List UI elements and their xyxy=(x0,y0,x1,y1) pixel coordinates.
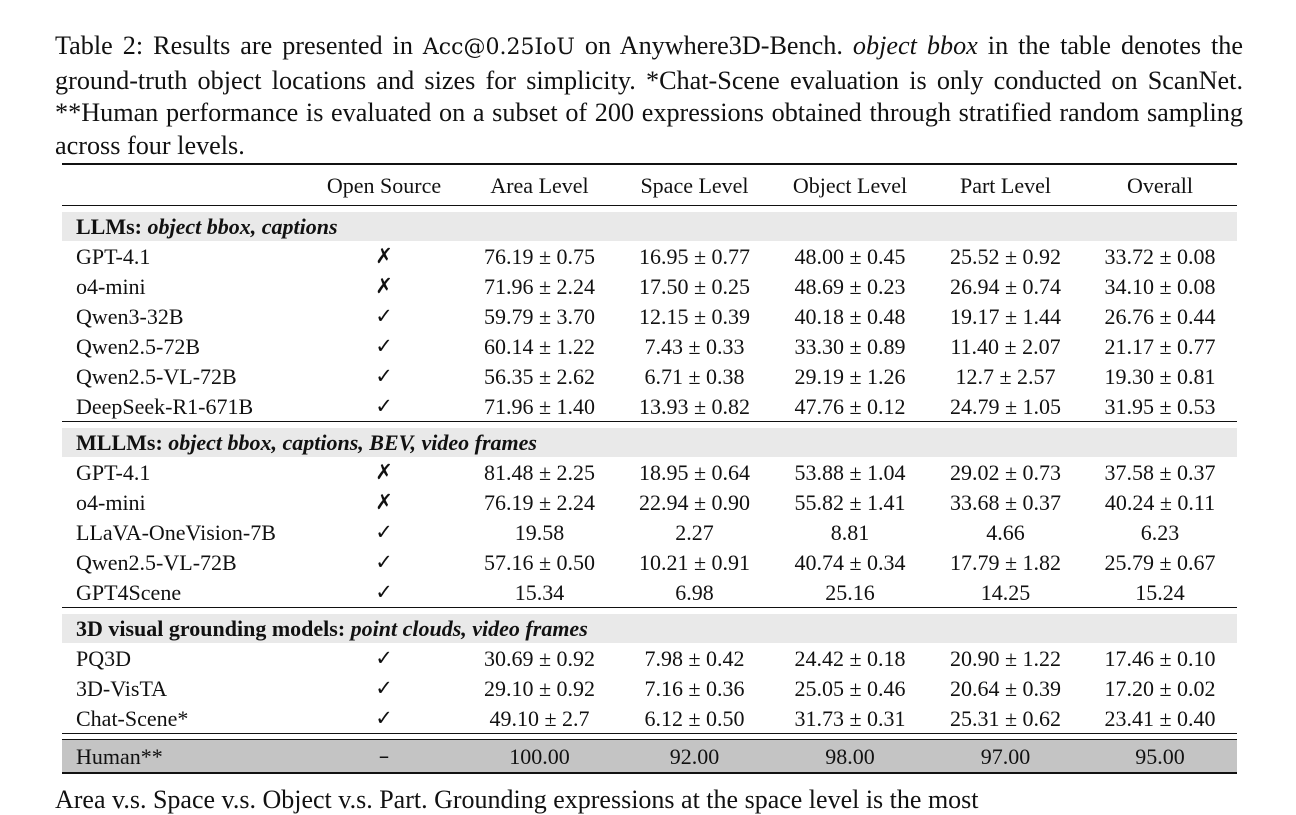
footer-text xyxy=(55,785,1243,815)
footer-line: Area v.s. Space v.s. Object v.s. Part. Grounding expressions at the space level is the most xyxy=(55,785,979,814)
open-source-mark: ✓ xyxy=(375,676,393,700)
open-source-mark: ✓ xyxy=(375,646,393,670)
model-name-cell: Qwen2.5-VL-72B xyxy=(76,363,237,389)
check-icon xyxy=(306,517,462,547)
value-cell: 97.00 xyxy=(928,740,1083,774)
check-icon xyxy=(306,361,462,391)
column-header: Space Level xyxy=(640,172,749,198)
value-cell: 92.00 xyxy=(617,740,772,774)
value-cell: 19.17 ± 1.44 xyxy=(949,303,1062,329)
value-cell: 33.30 ± 0.89 xyxy=(794,333,906,359)
table-row xyxy=(62,517,1237,547)
value-cell: 29.02 ± 0.73 xyxy=(949,459,1062,485)
table-row xyxy=(62,703,1237,734)
value-cell: 12.15 ± 0.39 xyxy=(638,303,751,329)
open-source-mark: ✗ xyxy=(375,460,393,484)
table-caption xyxy=(55,30,1243,162)
value-cell: 21.17 ± 0.77 xyxy=(1104,333,1216,359)
results-table xyxy=(62,163,1237,774)
value-cell: 59.79 ± 3.70 xyxy=(483,303,596,329)
check-icon xyxy=(306,703,462,734)
check-icon xyxy=(306,673,462,703)
value-cell: 24.42 ± 0.18 xyxy=(794,645,906,671)
value-cell: 4.66 xyxy=(986,519,1025,545)
value-cell: 6.23 xyxy=(1140,519,1180,545)
value-cell: 20.64 ± 0.39 xyxy=(949,675,1062,701)
value-cell: 31.73 ± 0.31 xyxy=(794,705,906,731)
table-row xyxy=(62,673,1237,703)
value-cell: 25.31 ± 0.62 xyxy=(949,705,1062,731)
table-row xyxy=(62,740,1237,774)
value-cell: 29.10 ± 0.92 xyxy=(483,675,596,701)
value-cell: 17.50 ± 0.25 xyxy=(638,273,751,299)
value-cell: 13.93 ± 0.82 xyxy=(638,393,751,419)
value-cell: 98.00 xyxy=(772,740,928,774)
open-source-mark: ✗ xyxy=(375,244,393,268)
group-header-row xyxy=(62,428,1237,457)
value-cell: 37.58 ± 0.37 xyxy=(1104,459,1216,485)
model-name-cell: Human** xyxy=(62,740,306,774)
value-cell: 81.48 ± 2.25 xyxy=(483,459,596,485)
value-cell: 7.98 ± 0.42 xyxy=(644,645,745,671)
header-row xyxy=(62,164,1237,206)
column-header: Open Source xyxy=(326,172,442,198)
value-cell: 14.25 xyxy=(980,579,1031,605)
column-header: Overall xyxy=(1127,172,1193,198)
value-cell: 60.14 ± 1.22 xyxy=(483,333,596,359)
value-cell: 29.19 ± 1.26 xyxy=(794,363,906,389)
value-cell: 6.71 ± 0.38 xyxy=(644,363,745,389)
value-cell: 19.30 ± 0.81 xyxy=(1104,363,1216,389)
value-cell: 23.41 ± 0.40 xyxy=(1104,705,1216,731)
value-cell: 8.81 xyxy=(830,519,870,545)
table-row xyxy=(62,331,1237,361)
value-cell: 40.24 ± 0.11 xyxy=(1104,489,1216,515)
table-row xyxy=(62,577,1237,608)
model-name-cell: LLaVA-OneVision-7B xyxy=(76,519,276,545)
open-source-mark: ✓ xyxy=(375,520,393,544)
open-source-mark: ✗ xyxy=(375,274,393,298)
value-cell: 19.58 xyxy=(514,519,565,545)
open-source-cell xyxy=(306,740,462,774)
value-cell: 6.98 xyxy=(675,579,714,605)
open-source-mark: ✓ xyxy=(375,394,393,418)
column-header xyxy=(62,164,306,206)
value-cell: 30.69 ± 0.92 xyxy=(483,645,596,671)
value-cell: 2.27 xyxy=(675,519,714,545)
model-name-cell: Qwen3-32B xyxy=(76,303,184,329)
value-cell: 20.90 ± 1.22 xyxy=(949,645,1062,671)
caption-mid: on Anywhere3D-Bench. xyxy=(574,31,853,60)
value-cell: 18.95 ± 0.64 xyxy=(638,459,751,485)
column-header: Object Level xyxy=(792,172,908,198)
value-cell: 71.96 ± 2.24 xyxy=(483,273,596,299)
group-title-italic: object bbox, captions, BEV, video frames xyxy=(168,430,537,455)
value-cell: 100.00 xyxy=(462,740,617,774)
open-source-mark: ✓ xyxy=(375,304,393,328)
value-cell: 26.76 ± 0.44 xyxy=(1104,303,1216,329)
value-cell: 76.19 ± 0.75 xyxy=(483,243,596,269)
value-cell: 7.43 ± 0.33 xyxy=(644,333,745,359)
check-icon xyxy=(306,547,462,577)
table-row xyxy=(62,487,1237,517)
group-header-row xyxy=(62,212,1237,241)
model-name-cell: Qwen2.5-72B xyxy=(76,333,201,359)
table-body xyxy=(62,206,1237,774)
model-name-cell: o4-mini xyxy=(76,489,146,515)
group-title xyxy=(62,614,1237,643)
value-cell: 7.16 ± 0.36 xyxy=(644,675,745,701)
model-name-cell: GPT4Scene xyxy=(76,579,182,605)
group-header-row xyxy=(62,614,1237,643)
caption-metric: Acc@0.25IoU xyxy=(422,35,575,60)
value-cell: 48.69 ± 0.23 xyxy=(794,273,906,299)
value-cell: 17.79 ± 1.82 xyxy=(949,549,1062,575)
value-cell: 56.35 ± 2.62 xyxy=(483,363,596,389)
model-name-cell: 3D-VisTA xyxy=(76,675,168,701)
value-cell: 34.10 ± 0.08 xyxy=(1104,273,1216,299)
value-cell: 24.79 ± 1.05 xyxy=(949,393,1062,419)
value-cell: 95.00 xyxy=(1083,740,1237,774)
value-cell: 6.12 ± 0.50 xyxy=(644,705,745,731)
open-source-mark: ✗ xyxy=(375,490,393,514)
value-cell: 57.16 ± 0.50 xyxy=(483,549,596,575)
open-source-mark: – xyxy=(378,744,390,768)
value-cell: 40.74 ± 0.34 xyxy=(794,549,906,575)
model-name-cell: GPT-4.1 xyxy=(76,243,151,269)
value-cell: 49.10 ± 2.7 xyxy=(489,705,590,731)
open-source-mark: ✓ xyxy=(375,706,393,730)
value-cell: 48.00 ± 0.45 xyxy=(794,243,906,269)
value-cell: 40.18 ± 0.48 xyxy=(794,303,906,329)
value-cell: 33.72 ± 0.08 xyxy=(1104,243,1216,269)
group-title-bold: MLLMs: xyxy=(76,430,169,455)
value-cell: 76.19 ± 2.24 xyxy=(483,489,596,515)
group-title-bold: LLMs: xyxy=(76,214,148,239)
value-cell: 11.40 ± 2.07 xyxy=(950,333,1061,359)
value-cell: 10.21 ± 0.91 xyxy=(638,549,751,575)
value-cell: 25.79 ± 0.67 xyxy=(1104,549,1216,575)
table-row xyxy=(62,241,1237,271)
check-icon xyxy=(306,331,462,361)
caption-emphasis: object bbox xyxy=(852,31,978,60)
check-icon xyxy=(306,391,462,422)
value-cell: 12.7 ± 2.57 xyxy=(955,363,1056,389)
open-source-mark: ✓ xyxy=(375,550,393,574)
table-row xyxy=(62,361,1237,391)
group-title xyxy=(62,428,1237,457)
cross-icon xyxy=(306,271,462,301)
table-row xyxy=(62,547,1237,577)
value-cell: 71.96 ± 1.40 xyxy=(483,393,596,419)
value-cell: 55.82 ± 1.41 xyxy=(794,489,906,515)
cross-icon xyxy=(306,457,462,487)
table-row xyxy=(62,391,1237,422)
check-icon xyxy=(306,577,462,608)
value-cell: 17.20 ± 0.02 xyxy=(1104,675,1216,701)
model-name-cell: PQ3D xyxy=(76,645,132,671)
value-cell: 25.16 xyxy=(825,579,875,605)
value-cell: 53.88 ± 1.04 xyxy=(794,459,906,485)
table-row xyxy=(62,643,1237,673)
model-name-cell: GPT-4.1 xyxy=(76,459,151,485)
caption-rest: in the table denotes the ground-truth object locations and sizes for simplicity. *Chat-Scene evaluation is only conducted on ScanNet. **Human performance is evaluated on a subset of 200 expressions obtained through stratified random sampling across four levels. xyxy=(55,31,1244,160)
cross-icon xyxy=(306,487,462,517)
value-cell: 22.94 ± 0.90 xyxy=(638,489,751,515)
value-cell: 15.34 xyxy=(514,579,565,605)
model-name-cell: o4-mini xyxy=(76,273,146,299)
model-name-cell: Qwen2.5-VL-72B xyxy=(76,549,237,575)
table-row xyxy=(62,301,1237,331)
open-source-mark: ✓ xyxy=(375,580,393,604)
value-cell: 25.05 ± 0.46 xyxy=(794,675,906,701)
value-cell: 33.68 ± 0.37 xyxy=(949,489,1062,515)
value-cell: 25.52 ± 0.92 xyxy=(949,243,1062,269)
cross-icon xyxy=(306,241,462,271)
caption-prefix: Table 2: Results are presented in xyxy=(55,31,423,60)
value-cell: 47.76 ± 0.12 xyxy=(794,393,906,419)
group-title xyxy=(62,212,1237,241)
value-cell: 15.24 xyxy=(1135,579,1185,605)
group-title-italic: object bbox, captions xyxy=(147,214,338,239)
check-icon xyxy=(306,301,462,331)
value-cell: 26.94 ± 0.74 xyxy=(949,273,1062,299)
table-row xyxy=(62,457,1237,487)
table-row xyxy=(62,271,1237,301)
group-title-bold: 3D visual grounding models: xyxy=(76,616,351,641)
column-header: Part Level xyxy=(959,172,1052,198)
open-source-mark: ✓ xyxy=(375,334,393,358)
group-title-italic: point clouds, video frames xyxy=(350,616,588,641)
value-cell: 17.46 ± 0.10 xyxy=(1104,645,1216,671)
value-cell: 16.95 ± 0.77 xyxy=(638,243,751,269)
model-name-cell: Chat-Scene* xyxy=(76,705,189,731)
model-name-cell: DeepSeek-R1-671B xyxy=(76,393,254,419)
open-source-mark: ✓ xyxy=(375,364,393,388)
column-header: Area Level xyxy=(490,172,589,198)
check-icon xyxy=(306,643,462,673)
value-cell: 31.95 ± 0.53 xyxy=(1104,393,1216,419)
